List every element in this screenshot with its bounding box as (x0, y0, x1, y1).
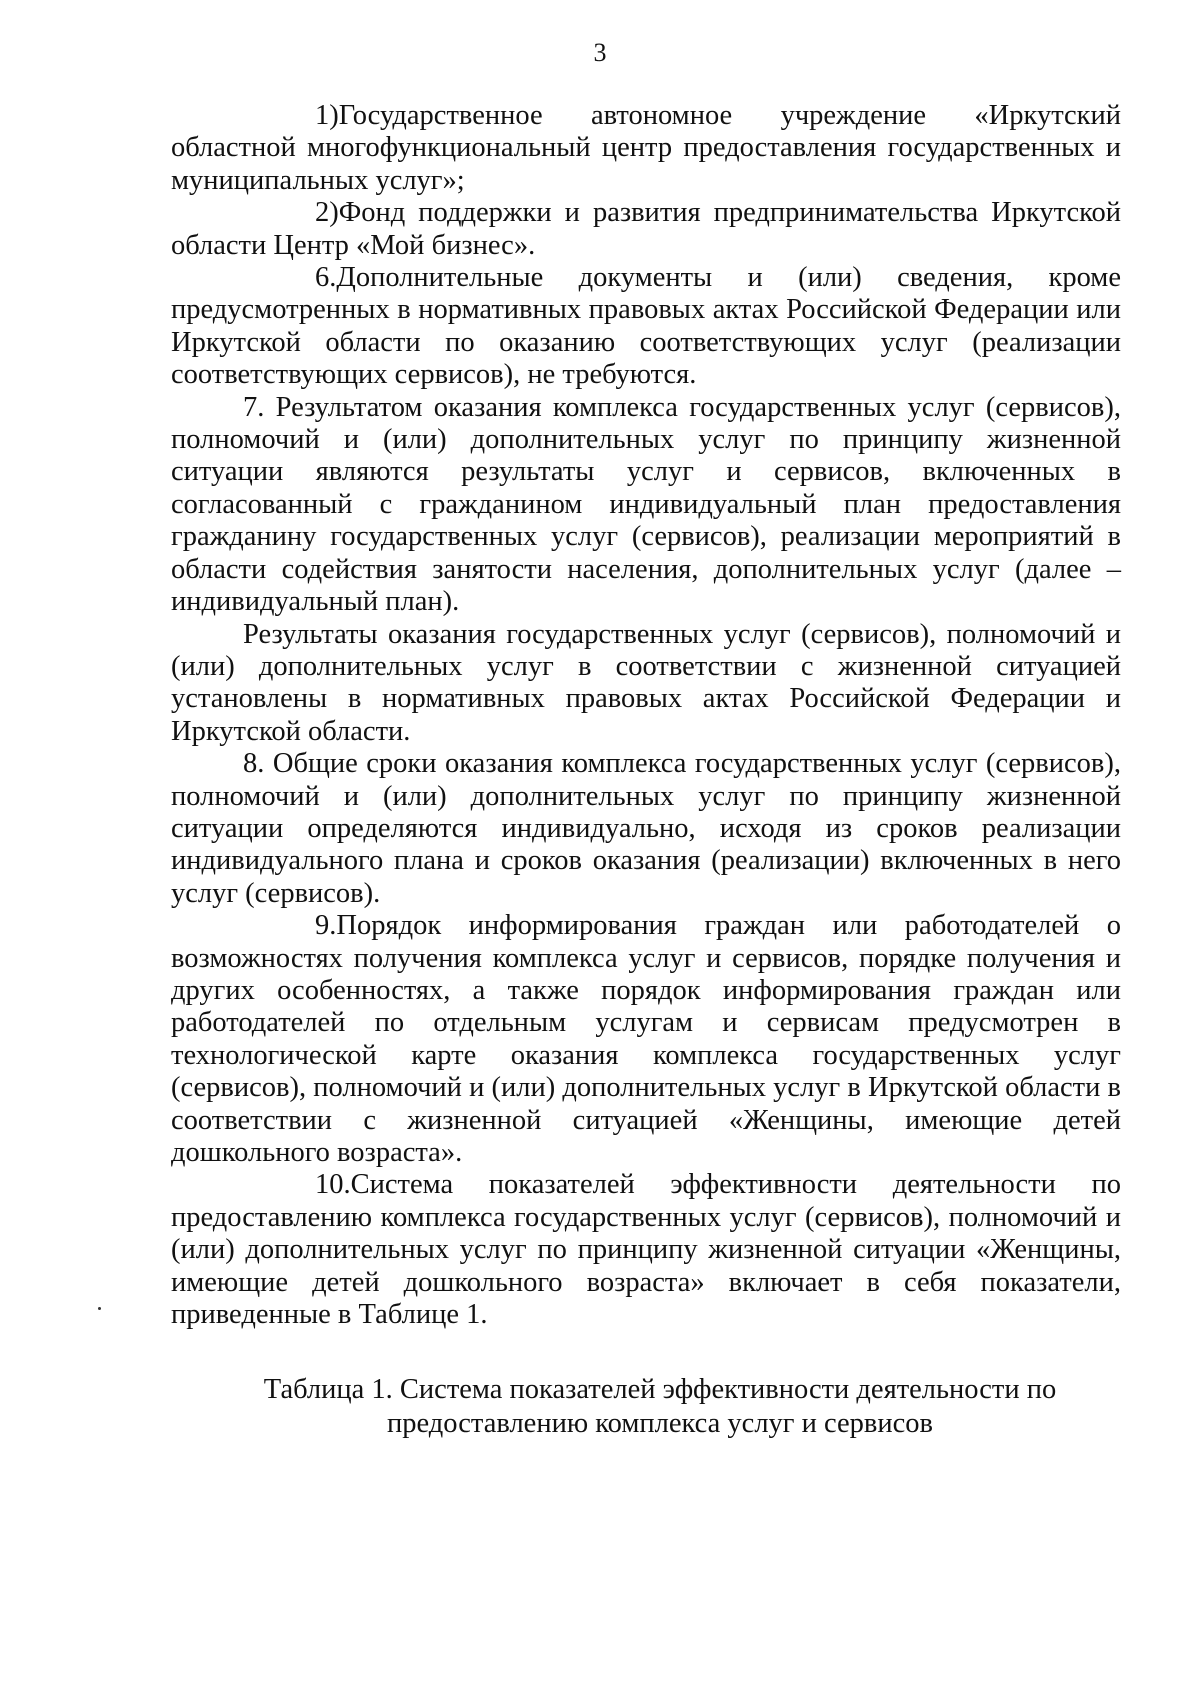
paragraph-section-7: 7. Результатом оказания комплекса государственных услуг (сервисов), полномочий и (или) дополнительных услуг по принципу жизненной ситуации являются результаты услуг и сервисов, включенных в согласованный с гражданином индивидуальный план предоставления гражданину государственных услуг (сервисов), реализации мероприятий в области содействия занятости населения, дополнительных услуг (далее – индивидуальный план). (171, 391, 1121, 618)
item-number: 10. (315, 1169, 351, 1201)
paragraph-results: Результаты оказания государственных услуг (сервисов), полномочий и (или) дополнительных услуг в соответствии с жизненной ситуацией установлены в нормативных правовых актах Российской Федерации и Иркутской области. (171, 618, 1121, 747)
item-number: 9. (315, 910, 337, 942)
table-caption-line-2: предоставлению комплекса услуг и сервисов (387, 1408, 933, 1439)
paragraph-section-8: 8. Общие сроки оказания комплекса государственных услуг (сервисов), полномочий и (или) дополнительных услуг по принципу жизненной ситуации определяются индивидуально, исходя из сроков реализации индивидуального плана и сроков оказания (реализации) включенных в него услуг (сервисов). (171, 748, 1121, 909)
paragraph-section-6 (171, 262, 1121, 392)
item-text: Государственное автономное учреждение «Иркутский областной многофункциональный центр предоставления государственных и муниципальных услуг»; (171, 100, 1121, 196)
paragraph-item-2 (171, 197, 1121, 262)
item-number: 2) (315, 197, 339, 229)
paragraph-section-9 (171, 910, 1121, 1169)
page-number: 3 (593, 38, 607, 67)
scan-speck (98, 1307, 101, 1310)
item-text: Фонд поддержки и развития предпринимательства Иркутской области Центр «Мой бизнес». (171, 197, 1121, 261)
paragraph-item-1 (171, 100, 1121, 197)
item-text: Дополнительные документы и (или) сведения, кроме предусмотренных в нормативных правовых актах Российской Федерации или Иркутской области по оказанию соответствующих услуг (реализации соответствующих сервисов), не требуются. (171, 262, 1121, 391)
item-text: Порядок информирования граждан или работодателей о возможностях получения комплекса услуг и сервисов, порядке получения и других особенностях, а также порядок информирования граждан или работодателей по отдельным услугам и сервисам предусмотрен в технологической карте оказания комплекса государственных услуг (сервисов), полномочий и (или) дополнительных услуг в Иркутской области в соответствии с жизненной ситуацией «Женщины, имеющие детей дошкольного возраста». (171, 910, 1121, 1168)
table-caption (0, 1373, 1200, 1441)
item-number: 6. (315, 262, 337, 294)
document-body (171, 100, 1121, 1331)
item-number: 1) (315, 100, 339, 131)
paragraph-section-10 (171, 1169, 1121, 1331)
item-text: Система показателей эффективности деятельности по предоставлению комплекса государственных услуг (сервисов), полномочий и (или) дополнительных услуг по принципу жизненной ситуации «Женщины, имеющие детей дошкольного возраста» включает в себя показатели, приведенные в Таблице 1. (171, 1169, 1121, 1331)
table-caption-line-1: Таблица 1. Система показателей эффективности деятельности по (263, 1374, 1057, 1405)
